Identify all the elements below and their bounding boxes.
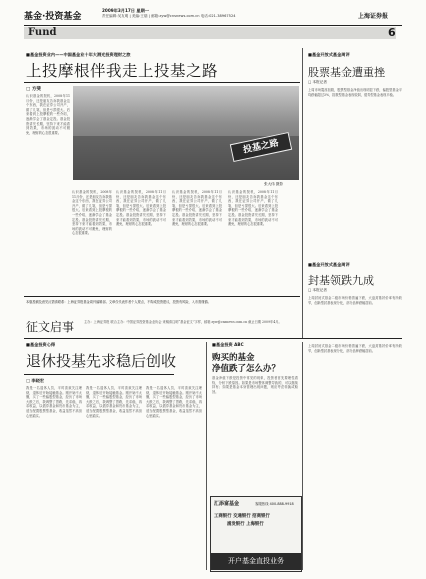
qa-title-1: 购买的基金 xyxy=(212,353,255,363)
photo-caption: 张大伟 摄影 xyxy=(264,182,284,186)
story2-body-1: 我是一名退休人员，平时喜欢关注理财，退休后开始接触基金。刚开始不太懂，买了一些偏股型基金，经历了市场大跌之后，我调整了思路，先求稳，再求收益，以债券基金和货币基金为主，适当配置股票型基金，收益虽然不高但心里踏实。 xyxy=(26,386,82,418)
qa-kicker: ■基金投资 ABC xyxy=(212,342,244,347)
lead-body-4: 认识基金的契机，2008年11月份，还是朋友告诉我基金这个东西，我在证券公司开户，做了几笔，但是亏损很大。后来看到上投摩根的一些介绍，逐渐学会了基金定投。基金投资讲究长期，坚持下来才能看到效果，市场的波动不可避免，理财的心态很重要。 xyxy=(228,190,278,227)
section-title: 基金·投资基金 xyxy=(24,12,82,22)
lead-byline: □ 方斐 xyxy=(26,87,41,92)
story2-body-3: 我是一名退休人员，平时喜欢关注理财，退休后开始接触基金。刚开始不太懂，买了一些偏股型基金，经历了市场大跌之后，我调整了思路，先求稳，再求收益，以债券基金和货币基金为主，适当配置股票型基金，收益虽然不高但心里踏实。 xyxy=(146,386,202,418)
subsection-bar xyxy=(24,27,396,39)
lead-body-5: 认识基金的契机，2008年11月份，还是朋友告诉我基金这个东西，我在证券公司开户，做了几笔，但是亏损很大。后来看到上投摩根的一些介绍，逐渐学会了基金定投。基金投资讲究长期，坚持下来才能看到效果，市场的波动不可避免，理财的心态很重要。 xyxy=(72,190,112,236)
fund-advertisement xyxy=(210,496,302,572)
qa-body: 基金净值下跌是投资中常见的现象，投资者首先要理性看待，分析下跌原因。如果是市场整体调整导致的，可以继续持有；如果是基金本身管理出现问题，则应考虑转换或赎回。 xyxy=(212,376,298,394)
editor-credits: 责任编辑:吴友明 | 美编:王瑞 | 邮箱:zyw@cnsnews.com.cn 电话:021-38967524 xyxy=(102,14,236,18)
right2-author: □ 本报记者 xyxy=(308,288,327,292)
lead-body-1: 认识基金的契机，2008年11月份，还是朋友告诉我基金这个东西，我在证券公司开户，做了几笔，但是亏损很大。后来看到上投摩根的一些介绍，逐渐学会了基金定投。基金投资讲究长期，坚持下来才能看到效果，市场的波动不可避免，理财的心态很重要。 xyxy=(26,94,70,135)
photo-sign: 投基之路 xyxy=(230,132,292,162)
lead-body-3: 认识基金的契机，2008年11月份，还是朋友告诉我基金这个东西，我在证券公司开户，做了几笔，但是亏损很大。后来看到上投摩根的一些介绍，逐渐学会了基金定投。基金投资讲究长期，坚持下来才能看到效果，市场的波动不可避免，理财的心态很重要。 xyxy=(172,190,222,227)
forum-title: 征文启事 xyxy=(26,320,75,334)
right-kicker: ■基金开放式基金周评 xyxy=(308,52,350,57)
ad-banks-2: 浦发银行 上海银行 xyxy=(227,522,264,527)
lead-kicker: ■基金投资业内——中国基金业十年大测光投资理财之旅 xyxy=(26,52,131,57)
story2-headline: 退休投基先求稳后创收 xyxy=(26,352,177,370)
lead-body-2: 认识基金的契机，2008年11月份，还是朋友告诉我基金这个东西，我在证券公司开户，做了几笔，但是亏损很大。后来看到上投摩根的一些介绍，逐渐学会了基金定投。基金投资讲究长期，坚持下来才能看到效果，市场的波动不可避免，理财的心态很重要。 xyxy=(116,190,166,227)
ad-hotline: 客服热线 400-888-9918 xyxy=(255,502,294,506)
right-body: 上周市场震荡加剧，股票型基金净值出现明显下跌，偏股型基金平均跌幅超过3%，指数型基金表现较弱，债券型基金表现平稳。 xyxy=(308,88,402,97)
right2-body: 上周封闭式基金二级市场价格普遍下跌，大盘封基折价率有所收窄，创新型封基表现分化，部分品种跌幅居前。 xyxy=(308,296,402,305)
right2-kicker: ■基金开放式基金周评 xyxy=(308,262,350,267)
newspaper-brand: 上海证券报 xyxy=(358,13,389,20)
right-author: □ 本报记者 xyxy=(308,80,327,84)
right-col-divider xyxy=(302,48,303,338)
page-number: 6 xyxy=(388,26,396,39)
qa-title-2: 净值跌了怎么办？ xyxy=(212,364,281,374)
lead-photo xyxy=(73,86,299,180)
story2-body-2: 我是一名退休人员，平时喜欢关注理财，退休后开始接触基金。刚开始不太懂，买了一些偏股型基金，经历了市场大跌之后，我调整了思路，先求稳，再求收益，以债券基金和货币基金为主，适当配置股票型基金，收益虽然不高但心里踏实。 xyxy=(86,386,142,418)
ad-slogan: 开户基金直投业务 xyxy=(211,553,301,570)
right-lower-divider xyxy=(302,342,303,570)
right-headline: 股票基金遭重挫 xyxy=(308,66,385,79)
qa-divider xyxy=(206,342,207,570)
lead-headline: 上投摩根伴我走上投基之路 xyxy=(26,62,219,80)
subsection-label: Fund xyxy=(28,27,57,38)
right2-body-continued: 上周封闭式基金二级市场价格普遍下跌，大盘封基折价率有所收窄，创新型封基表现分化，部分品种跌幅居前。 xyxy=(308,344,402,353)
lead-rule xyxy=(24,82,300,83)
ad-brand: 汇添富基金 xyxy=(214,501,240,507)
forum-body: 主办：上海证券报 联合主办：中国证券投资基金业协会 来稿请注明“基金征文”字样，邮箱 zyw@cnsnews.com.cn 截止日期 2009年4月。 xyxy=(84,320,282,324)
ad-banks-1: 工商银行 交通银行 招商银行 xyxy=(214,514,270,519)
lead-column-1 xyxy=(26,86,70,286)
mid-rule xyxy=(24,338,402,339)
note-top-rule xyxy=(24,296,300,297)
right2-headline: 封基领跌九成 xyxy=(308,274,374,287)
story2-rule xyxy=(24,374,174,375)
story2-kicker: ■基金投资心得 xyxy=(26,342,56,347)
editor-note: 本版投稿及意见反馈请联系：上海证券报基金周刊编辑部。文章仅代表作者个人观点，不构成投资建议，投资有风险，入市需谨慎。 xyxy=(26,300,211,304)
story2-byline: □ 李晓宏 xyxy=(26,378,44,383)
page-header xyxy=(0,0,426,46)
header-divider xyxy=(24,25,402,26)
issue-date: 2009年3月17日 星期一 xyxy=(102,8,149,13)
